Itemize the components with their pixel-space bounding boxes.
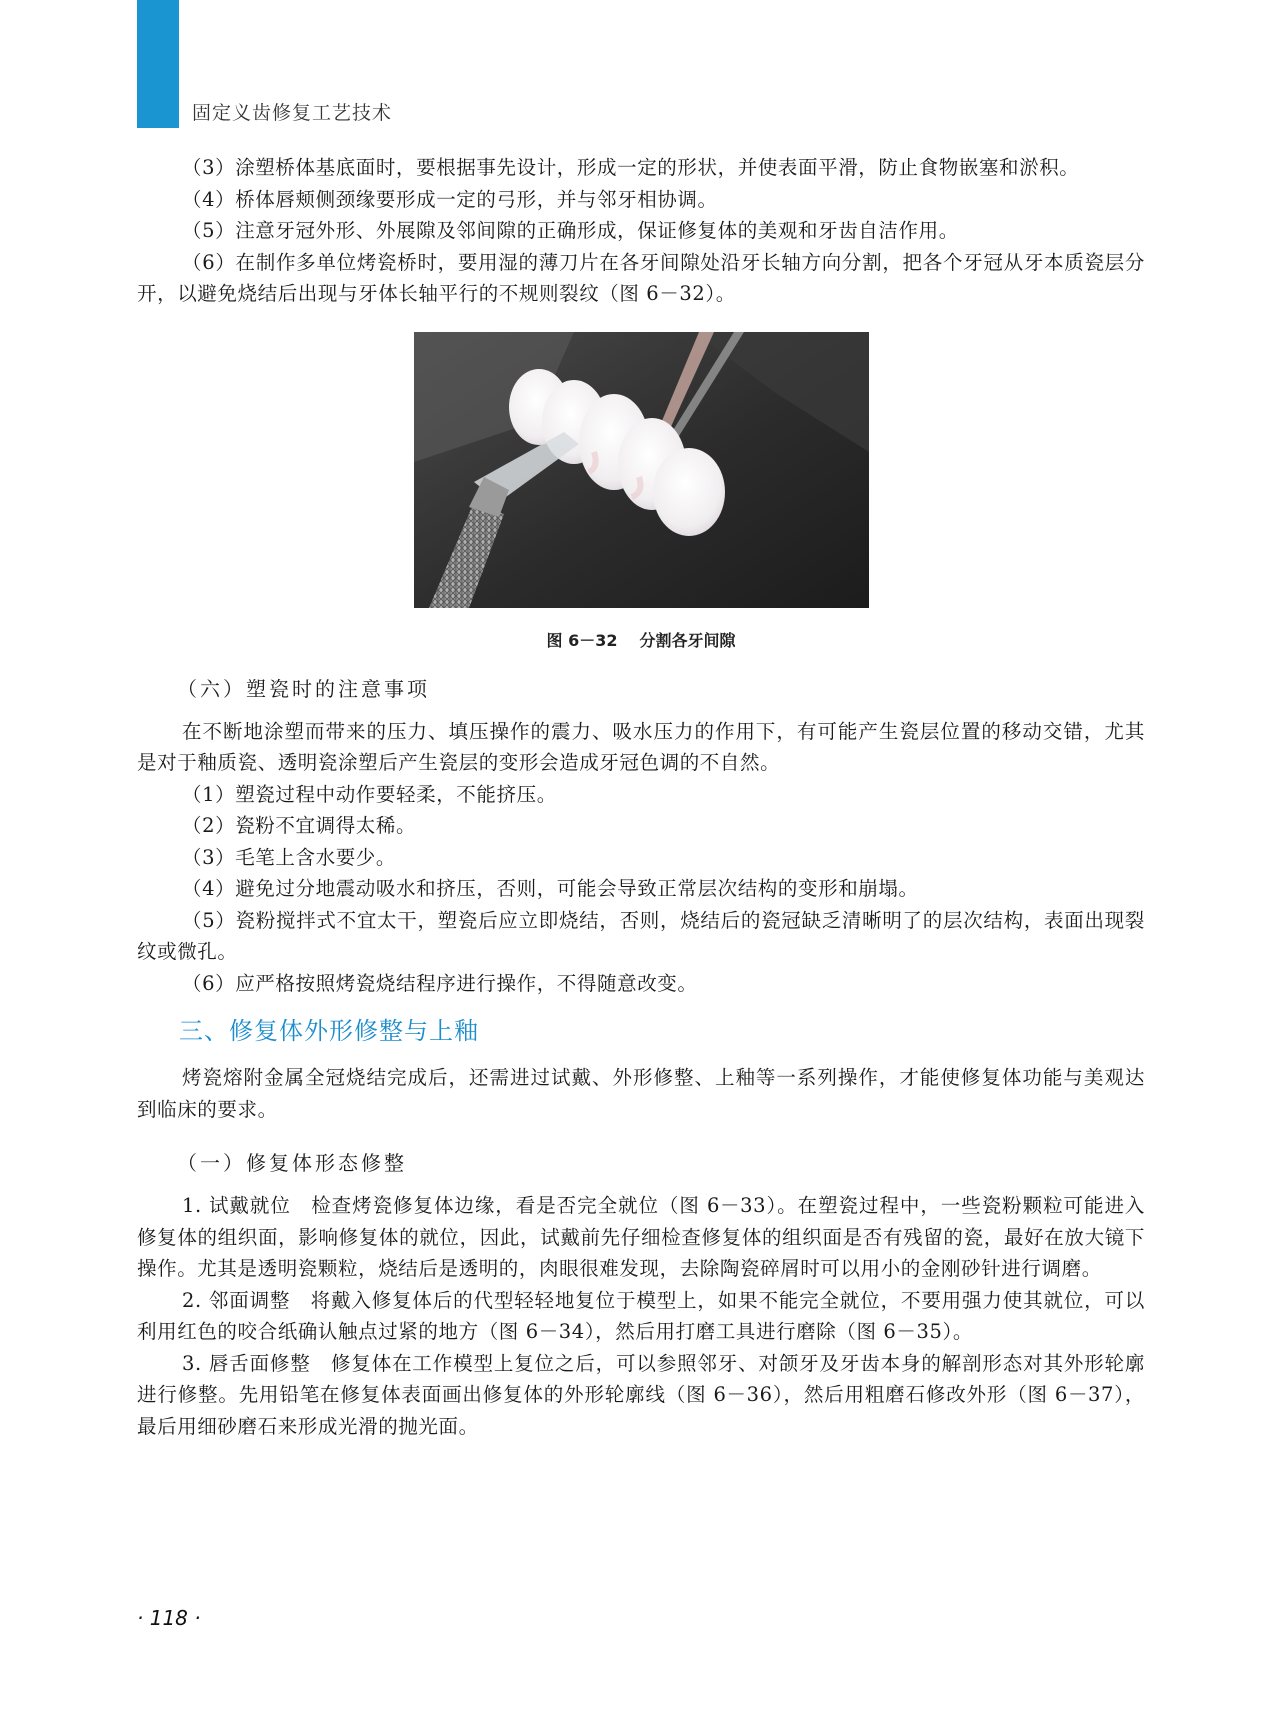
dental-bridge-photo (414, 332, 869, 608)
paragraph: 1. 试戴就位 检查烤瓷修复体边缘，看是否完全就位（图 6－33）。在塑瓷过程中，一些瓷粉颗粒可能进入修复体的组织面，影响修复体的就位，因此，试戴前先仔细检查修复体的组织面是否有残留的瓷，最好在放大镜下操作。尤其是透明瓷颗粒，烧结后是透明的，肉眼很难发现，去除陶瓷碎屑时可以用小的金刚砂针进行调磨。 (137, 1194, 1145, 1280)
paragraph: （2）瓷粉不宜调得太稀。 (182, 814, 417, 837)
paragraph: （4）避免过分地震动吸水和挤压，否则，可能会导致正常层次结构的变形和崩塌。 (182, 877, 919, 900)
paragraph: （4）桥体唇颊侧颈缘要形成一定的弓形，并与邻牙相协调。 (182, 187, 718, 211)
paragraph: 2. 邻面调整 将戴入修复体后的代型轻轻地复位于模型上，如果不能完全就位，不要用强力使其就位，可以利用红色的咬合纸确认触点过紧的地方（图 6－34），然后用打磨工具进行磨除（图 6－35）。 (137, 1288, 1145, 1343)
page-number: · 118 · (137, 1606, 201, 1630)
chapter-tab (137, 0, 179, 128)
paragraph: 烤瓷熔附金属全冠烧结完成后，还需进过试戴、外形修整、上釉等一系列操作，才能使修复体功能与美观达到临床的要求。 (137, 1066, 1145, 1121)
paragraph: （3）涂塑桥体基底面时，要根据事先设计，形成一定的形状，并使表面平滑，防止食物嵌塞和淤积。 (182, 156, 1080, 179)
paragraph: （6）在制作多单位烤瓷桥时，要用湿的薄刀片在各牙间隙处沿牙长轴方向分割，把各个牙冠从牙本质瓷层分开，以避免烧结后出现与牙体长轴平行的不规则裂纹（图 6－32）。 (137, 250, 1145, 305)
paragraph: （1）塑瓷过程中动作要轻柔，不能挤压。 (182, 782, 557, 806)
running-header: 固定义齿修复工艺技术 (192, 102, 393, 124)
figure-6-32 (137, 332, 1145, 651)
paragraph: （5）瓷粉搅拌式不宜太干，塑瓷后应立即烧结，否则，烧结后的瓷冠缺乏清晰明了的层次结构，表面出现裂纹或微孔。 (137, 908, 1145, 963)
paragraph: 在不断地涂塑而带来的压力、填压操作的震力、吸水压力的作用下，有可能产生瓷层位置的移动交错，尤其是对于釉质瓷、透明瓷涂塑后产生瓷层的变形会造成牙冠色调的不自然。 (137, 719, 1145, 774)
subheading-one: （一）修复体形态修整 (177, 1151, 407, 1175)
paragraph: 3. 唇舌面修整 修复体在工作模型上复位之后，可以参照邻牙、对颌牙及牙齿本身的解剖形态对其外形轮廓进行修整。先用铅笔在修复体表面画出修复体的外形轮廓线（图 6－36），然后用粗磨石修改外形（图 6－37），最后用细砂磨石来形成光滑的抛光面。 (137, 1351, 1145, 1438)
page-content (137, 152, 1145, 1442)
figure-title: 分割各牙间隙 (639, 630, 736, 650)
subheading-six: （六）塑瓷时的注意事项 (177, 676, 430, 701)
figure-label: 图 6－32 (546, 630, 618, 650)
section-heading-three: 三、修复体外形修整与上釉 (179, 1017, 479, 1045)
bridge-cutting-illustration (414, 332, 869, 608)
paragraph: （5）注意牙冠外形、外展隙及邻间隙的正确形成，保证修复体的美观和牙齿自洁作用。 (182, 219, 959, 242)
paragraph: （3）毛笔上含水要少。 (182, 845, 397, 869)
figure-caption (137, 628, 1145, 651)
paragraph: （6）应严格按照烤瓷烧结程序进行操作，不得随意改变。 (182, 971, 698, 995)
